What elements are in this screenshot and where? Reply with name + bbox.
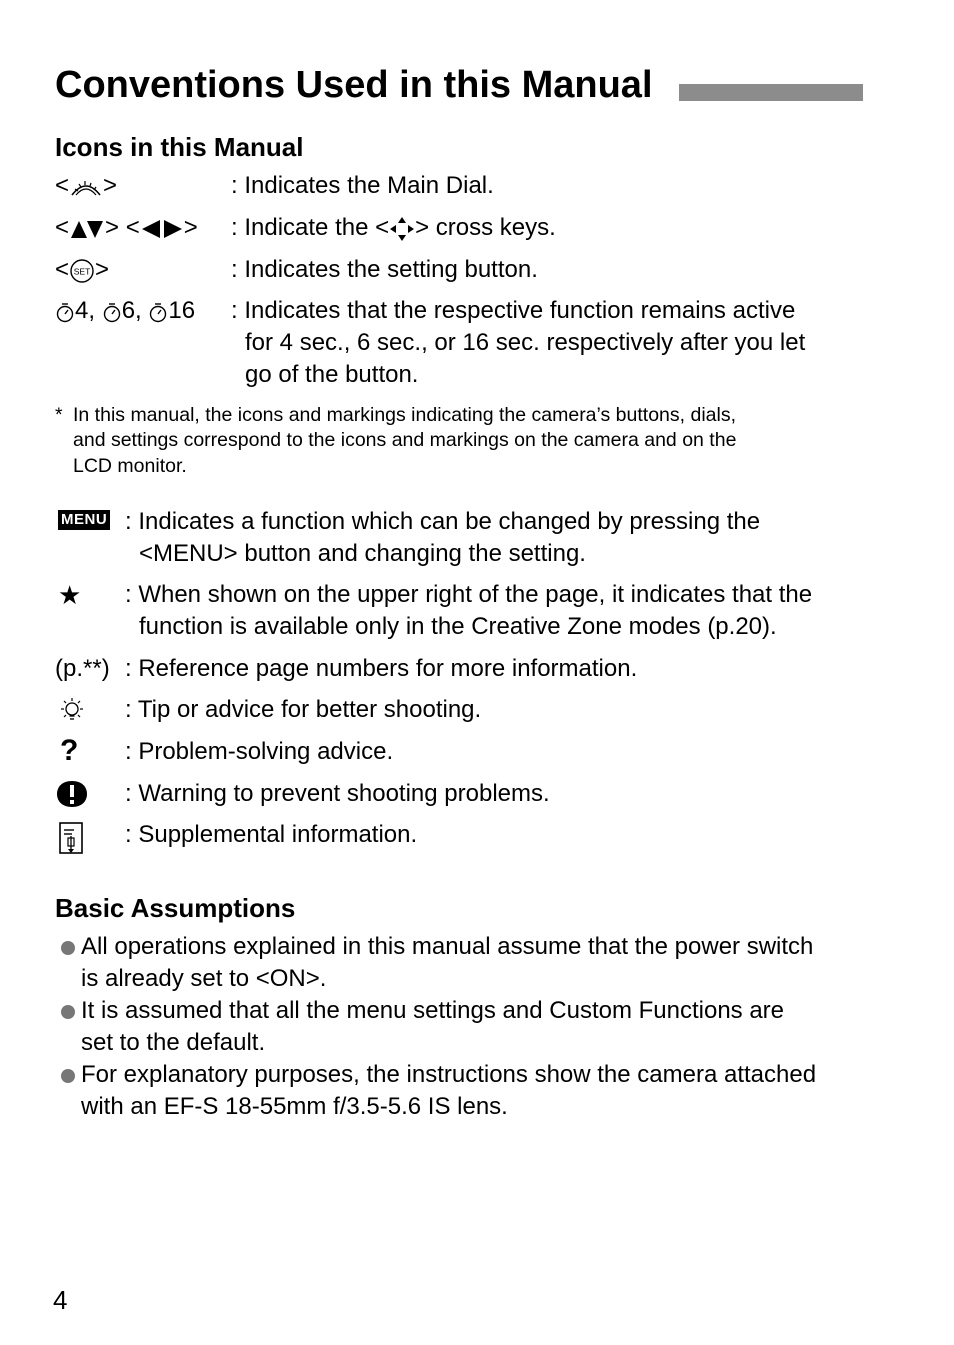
lightbulb-tip-icon <box>57 697 87 725</box>
set-button-icon <box>69 258 95 284</box>
note-marker: * <box>55 404 63 426</box>
bullet-icon <box>61 1069 75 1083</box>
page-reference-description: : Reference page numbers for more information. <box>125 655 638 682</box>
title-decoration-bar <box>679 84 863 101</box>
assumption-3-line-2: with an EF-S 18-55mm f/3.5-5.6 IS lens. <box>81 1093 508 1120</box>
note-line-2: and settings correspond to the icons and markings on the camera and on the <box>73 429 737 451</box>
bullet-icon <box>61 941 75 955</box>
cross-keys-description <box>231 212 556 244</box>
menu-badge: MENU <box>58 510 110 530</box>
left-right-keys-icon <box>140 218 184 240</box>
cross-keys-desc-prefix: : Indicate the < <box>231 214 390 241</box>
main-dial-icon <box>69 175 103 199</box>
set-button-label: SET <box>73 266 91 277</box>
page-title: Conventions Used in this Manual <box>55 64 653 106</box>
timer-symbols <box>55 295 195 327</box>
timer-16-label: 16 <box>168 297 196 324</box>
cross-keys-desc-suffix: > cross keys. <box>415 214 556 241</box>
warning-description: : Warning to prevent shooting problems. <box>125 780 550 807</box>
tip-description: : Tip or advice for better shooting. <box>125 696 482 723</box>
star-description-line-1: : When shown on the upper right of the page, it indicates that the <box>125 581 813 608</box>
main-dial-description: : Indicates the Main Dial. <box>231 172 494 199</box>
menu-icon <box>58 510 110 530</box>
timer-6-label: 6, <box>121 297 142 324</box>
assumptions-heading: Basic Assumptions <box>55 893 296 923</box>
star-icon: ★ <box>58 580 82 610</box>
set-button-symbol: < SET > <box>55 256 110 283</box>
up-down-keys-icon <box>69 218 105 240</box>
main-dial-symbol: < > <box>55 172 118 199</box>
page-reference-label: (p.**) <box>55 655 110 682</box>
cross-key-symbols: < > < > <box>55 214 198 241</box>
supplemental-info-icon <box>58 821 86 855</box>
icons-section-heading: Icons in this Manual <box>55 132 304 162</box>
timer-icon <box>148 301 168 323</box>
set-button-description: : Indicates the setting button. <box>231 256 538 283</box>
page-number: 4 <box>53 1285 68 1315</box>
menu-description-line-2: <MENU> button and changing the setting. <box>139 540 586 567</box>
note-line-1: In this manual, the icons and markings indicating the camera’s buttons, dials, <box>73 404 736 426</box>
assumption-3-line-1: For explanatory purposes, the instructions show the camera attached <box>81 1061 817 1088</box>
timer-icon <box>102 301 122 323</box>
problem-solving-description: : Problem-solving advice. <box>125 738 394 765</box>
bullet-icon <box>61 1005 75 1019</box>
warning-icon <box>56 780 88 808</box>
timer-icon <box>55 301 75 323</box>
cross-keys-icon <box>389 216 415 242</box>
timer-description-line-1: : Indicates that the respective function remains active <box>231 297 796 324</box>
question-mark-icon: ? <box>60 734 79 767</box>
supplemental-description: : Supplemental information. <box>125 821 418 848</box>
assumption-1-line-2: is already set to <ON>. <box>81 965 327 992</box>
assumption-2-line-1: It is assumed that all the menu settings and Custom Functions are <box>81 997 785 1024</box>
timer-description-line-2: for 4 sec., 6 sec., or 16 sec. respectively after you let <box>245 329 806 356</box>
assumption-2-line-2: set to the default. <box>81 1029 266 1056</box>
note-line-3: LCD monitor. <box>73 455 187 477</box>
timer-4-label: 4, <box>75 297 96 324</box>
star-description-line-2: function is available only in the Creative Zone modes (p.20). <box>139 613 777 640</box>
menu-description-line-1: : Indicates a function which can be changed by pressing the <box>125 508 761 535</box>
timer-description-line-3: go of the button. <box>245 361 419 388</box>
assumption-1-line-1: All operations explained in this manual assume that the power switch <box>81 933 814 960</box>
